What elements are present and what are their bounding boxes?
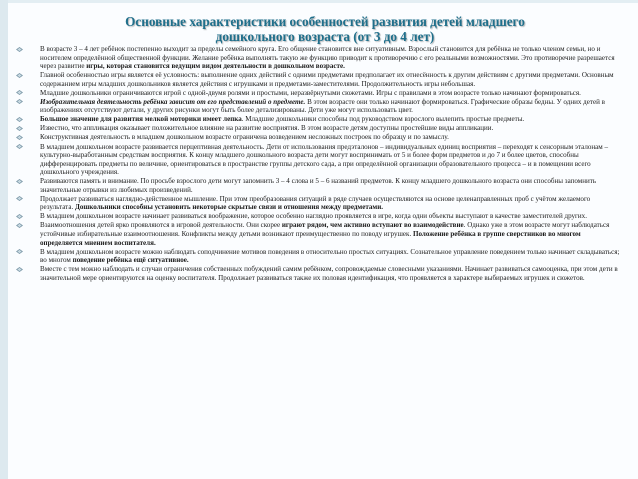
diamond-bullet-icon bbox=[16, 179, 23, 184]
bullet-text: . Однако уже в этом возрасте могут наблюдаться устойчивые избирательные взаимоотношения. Конфликты между детьми возникают преимущественно по поводу игрушек. bbox=[40, 221, 610, 238]
bullet-text-emphasis: Дошкольники способны установить некоторые скрытые связи и отношения между предметами. bbox=[74, 203, 384, 212]
bullet-item bbox=[16, 71, 624, 88]
diamond-bullet-icon bbox=[16, 135, 23, 140]
diamond-bullet-icon bbox=[16, 267, 23, 272]
bullet-text: В этом возрасте они только начинают формироваться. Графические образы бедны. У одних детей в изображениях отсутствуют детали, у других рисунки могут быть более детализированы. Дети уже могут использовать цвет. bbox=[40, 97, 605, 115]
bullet-item bbox=[16, 115, 624, 124]
bullet-text: В младшем дошкольном возрасте можно наблюдать соподчинение мотивов поведения в относительно простых ситуациях. Сознательное управление поведением только начинает складываться; во многом bbox=[40, 247, 620, 265]
bullet-text: Младшие дошкольники ограничиваются игрой с одной-двумя ролями и простыми, неразвёрнутыми сюжетами. Игры с правилами в этом возрасте только начинают формироваться. bbox=[40, 88, 581, 97]
diamond-bullet-icon bbox=[16, 99, 23, 104]
bullet-item bbox=[16, 265, 624, 282]
diamond-bullet-icon bbox=[16, 249, 23, 254]
bullet-item bbox=[16, 133, 624, 142]
bullet-text: Известно, что аппликация оказывает положительное влияние на развитие восприятия. В этом возрасте детям доступны простейшие виды аппликации. bbox=[40, 124, 494, 133]
diamond-bullet-icon bbox=[16, 126, 23, 131]
bullet-list bbox=[16, 45, 624, 282]
bullet-item bbox=[16, 45, 624, 71]
title-line-1: Основные характеристики особенностей развития детей младшего bbox=[125, 14, 525, 29]
bullet-text-emphasis: играют рядом, чем активно вступают во взаимодействие bbox=[281, 221, 464, 230]
bullet-text: Развиваются память и внимание. По просьбе взрослого дети могут запомнить 3 – 4 слова и 5 – 6 названий предметов. К концу младшего дошкольного возраста они способны запомнить значительные отрывки из любимых произведений. bbox=[40, 177, 597, 194]
bullet-item bbox=[16, 212, 624, 221]
diamond-bullet-icon bbox=[16, 196, 23, 201]
bullet-text: . Младшие дошкольники способны под руководством взрослого вылепить простые предметы. bbox=[241, 115, 525, 124]
bullet-text: Вместе с тем можно наблюдать и случаи ограничения собственных побуждений самим ребёнком, сопровождаемые словесными указаниями. Начинает развиваться самооценка, при этом дети в значительной мере ориентируются на оценку воспитателя. Продолжает развиваться также их половая идентификация, что проявляется в характере выбираемых игрушек и сюжетов. bbox=[40, 265, 618, 282]
bullet-item bbox=[16, 221, 624, 247]
title-line-2: дошкольного возраста (от 3 до 4 лет) bbox=[215, 29, 435, 44]
bullet-item bbox=[16, 177, 624, 194]
diamond-bullet-icon bbox=[16, 73, 23, 78]
bullet-text-emphasis: игры, которая становится ведущим видом деятельности в дошкольном возрасте. bbox=[86, 62, 345, 71]
bullet-text: Продолжает развиваться наглядно-действенное мышление. При этом преобразования ситуаций в ряде случаев осуществляются на основе целенаправленных проб с учётом желаемого результата. bbox=[40, 194, 591, 212]
bullet-item bbox=[16, 195, 624, 212]
bullet-item bbox=[16, 89, 624, 98]
diamond-bullet-icon bbox=[16, 223, 23, 228]
diamond-bullet-icon bbox=[16, 117, 23, 122]
diamond-bullet-icon bbox=[16, 47, 23, 52]
bullet-text: В младшем дошкольном возрасте развивается перцептивная деятельность. Дети от использования предэталонов – индивидуальных единиц восприятия – переходят к сенсорным эталонам – культурно-выработанным средствам восприятия. К концу младшего дошкольного возраста дети могут воспринимать от 5 и более форм предметов и до 7 и более цветов, способны дифференцировать предметы по величине, ориентироваться в пространстве группы детского сада, а при определённой организации образовательного процесса – и в помещении всего дошкольного учреждения. bbox=[40, 142, 608, 177]
bullet-text: В возрасте 3 – 4 лет ребёнок постепенно выходит за пределы семейного круга. Его общение становится вне ситуативным. Взрослый становится для ребёнка не только членом семьи, но и носителем определённой общественной функции. Желание ребёнка выполнять такую же функцию приводит к противоречию с его реальными возможностями. Это противоречие разрешается через развитие bbox=[40, 45, 615, 71]
diamond-bullet-icon bbox=[16, 214, 23, 219]
bullet-text-emphasis: поведение ребёнка ещё ситуативное. bbox=[72, 256, 189, 265]
diamond-bullet-icon bbox=[16, 90, 23, 95]
bullet-text-emphasis: Изобразительная деятельность ребёнка зависит от его представлений о предмете. bbox=[40, 97, 306, 106]
diamond-bullet-icon bbox=[16, 144, 23, 149]
bullet-text: Конструктивная деятельность в младшем дошкольном возрасте ограничена возведением несложных построек по образцу и по замыслу. bbox=[40, 133, 449, 142]
bullet-text: Главной особенностью игры является её условность: выполнение одних действий с одними предметами предполагает их отнесённость к другим действиям с другими предметами. Основным содержанием игры младших дошкольников является действия с игрушками и предметами-заместителями. Продолжительность игры небольшая. bbox=[40, 71, 614, 88]
bullet-item bbox=[16, 98, 624, 115]
slide-title bbox=[48, 14, 602, 44]
bullet-text-emphasis: Положение ребёнка в группе сверстников во многом определяется мнением воспитателя. bbox=[40, 229, 581, 247]
bullet-item bbox=[16, 248, 624, 265]
bullet-text: В младшем дошкольном возрасте начинает развиваться воображение, которое особенно наглядно проявляется в игре, когда одни объекты выступают в качестве заместителей других. bbox=[40, 212, 587, 221]
bullet-item bbox=[16, 143, 624, 177]
bullet-item bbox=[16, 124, 624, 133]
bullet-text-emphasis: Большое значение для развития мелкой моторики имеет лепка bbox=[40, 115, 242, 124]
bullet-text: Взаимоотношения детей ярко проявляются в игровой деятельности. Они скорее bbox=[40, 221, 282, 230]
